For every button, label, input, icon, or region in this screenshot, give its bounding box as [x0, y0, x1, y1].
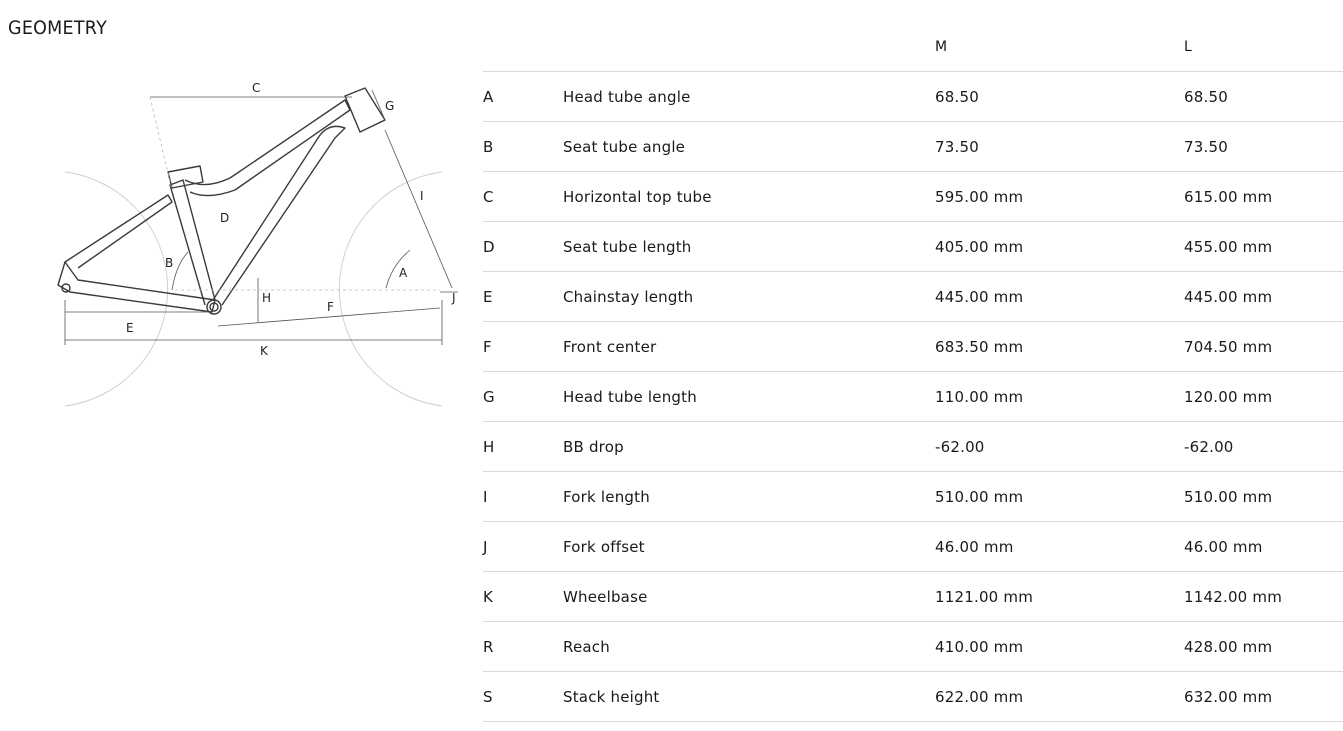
row-name: Front center — [563, 338, 657, 356]
table-row — [483, 672, 1343, 722]
row-code: G — [483, 388, 495, 406]
column-l-header: L — [1184, 39, 1192, 55]
row-code: S — [483, 688, 493, 706]
label-h: H — [262, 291, 272, 305]
column-m-header: M — [935, 39, 948, 55]
row-name: Seat tube angle — [563, 138, 686, 156]
row-name: Reach — [563, 638, 610, 656]
front-wheel — [339, 172, 442, 406]
row-name: Horizontal top tube — [563, 188, 712, 206]
table-row — [483, 422, 1343, 472]
row-name: Stack height — [563, 688, 660, 706]
row-code: H — [483, 438, 495, 456]
row-value-m: 445.00 mm — [935, 288, 1024, 306]
row-code: D — [483, 238, 495, 256]
row-value-l: 46.00 mm — [1184, 538, 1263, 556]
row-name: Wheelbase — [563, 588, 648, 606]
table-row — [483, 622, 1343, 672]
page-title: GEOMETRY — [8, 17, 108, 39]
table-row — [483, 72, 1343, 122]
row-value-m: 73.50 — [935, 138, 979, 156]
row-code: A — [483, 88, 494, 106]
row-value-m: 405.00 mm — [935, 238, 1024, 256]
row-value-m: -62.00 — [935, 438, 985, 456]
table-row — [483, 372, 1343, 422]
label-b: B — [165, 256, 174, 270]
row-value-l: 632.00 mm — [1184, 688, 1273, 706]
table-row — [483, 122, 1343, 172]
row-value-l: -62.00 — [1184, 438, 1234, 456]
row-value-m: 510.00 mm — [935, 488, 1024, 506]
row-value-l: 615.00 mm — [1184, 188, 1273, 206]
row-value-m: 110.00 mm — [935, 388, 1024, 406]
row-value-l: 455.00 mm — [1184, 238, 1273, 256]
row-value-l: 428.00 mm — [1184, 638, 1273, 656]
dimension-lines — [65, 90, 458, 345]
row-code: F — [483, 338, 492, 356]
row-name: Head tube length — [563, 388, 697, 406]
row-value-l: 120.00 mm — [1184, 388, 1273, 406]
row-value-l: 1142.00 mm — [1184, 588, 1283, 606]
row-name: Head tube angle — [563, 88, 691, 106]
table-row — [483, 322, 1343, 372]
row-value-m: 68.50 — [935, 88, 979, 106]
row-value-l: 73.50 — [1184, 138, 1228, 156]
row-value-l: 510.00 mm — [1184, 488, 1273, 506]
table-row — [483, 222, 1343, 272]
label-f: F — [327, 300, 334, 314]
row-code: R — [483, 638, 494, 656]
label-j: J — [452, 291, 456, 305]
label-e: E — [126, 321, 134, 335]
row-code: E — [483, 288, 493, 306]
row-value-l: 68.50 — [1184, 88, 1228, 106]
table-row — [483, 522, 1343, 572]
table-header — [483, 22, 1343, 72]
row-code: C — [483, 188, 494, 206]
table-row — [483, 472, 1343, 522]
row-value-m: 622.00 mm — [935, 688, 1024, 706]
geometry-table — [483, 22, 1343, 722]
label-d: D — [220, 211, 230, 225]
row-name: Chainstay length — [563, 288, 694, 306]
label-c: C — [252, 81, 261, 95]
row-value-l: 445.00 mm — [1184, 288, 1273, 306]
row-name: Fork offset — [563, 538, 645, 556]
row-value-m: 683.50 mm — [935, 338, 1024, 356]
table-row — [483, 172, 1343, 222]
row-code: J — [483, 538, 488, 556]
rear-wheel — [65, 172, 168, 406]
label-a: A — [399, 266, 408, 280]
row-code: I — [483, 488, 488, 506]
bike-geometry-diagram — [40, 70, 480, 415]
row-name: Fork length — [563, 488, 650, 506]
row-code: K — [483, 588, 494, 606]
row-name: Seat tube length — [563, 238, 692, 256]
row-value-m: 410.00 mm — [935, 638, 1024, 656]
row-value-l: 704.50 mm — [1184, 338, 1273, 356]
label-i: I — [420, 189, 424, 203]
row-value-m: 1121.00 mm — [935, 588, 1034, 606]
label-k: K — [260, 344, 268, 358]
row-value-m: 46.00 mm — [935, 538, 1014, 556]
label-g: G — [385, 99, 395, 113]
row-value-m: 595.00 mm — [935, 188, 1024, 206]
row-name: BB drop — [563, 438, 624, 456]
table-row — [483, 572, 1343, 622]
frame — [58, 88, 385, 314]
row-code: B — [483, 138, 494, 156]
table-row — [483, 272, 1343, 322]
